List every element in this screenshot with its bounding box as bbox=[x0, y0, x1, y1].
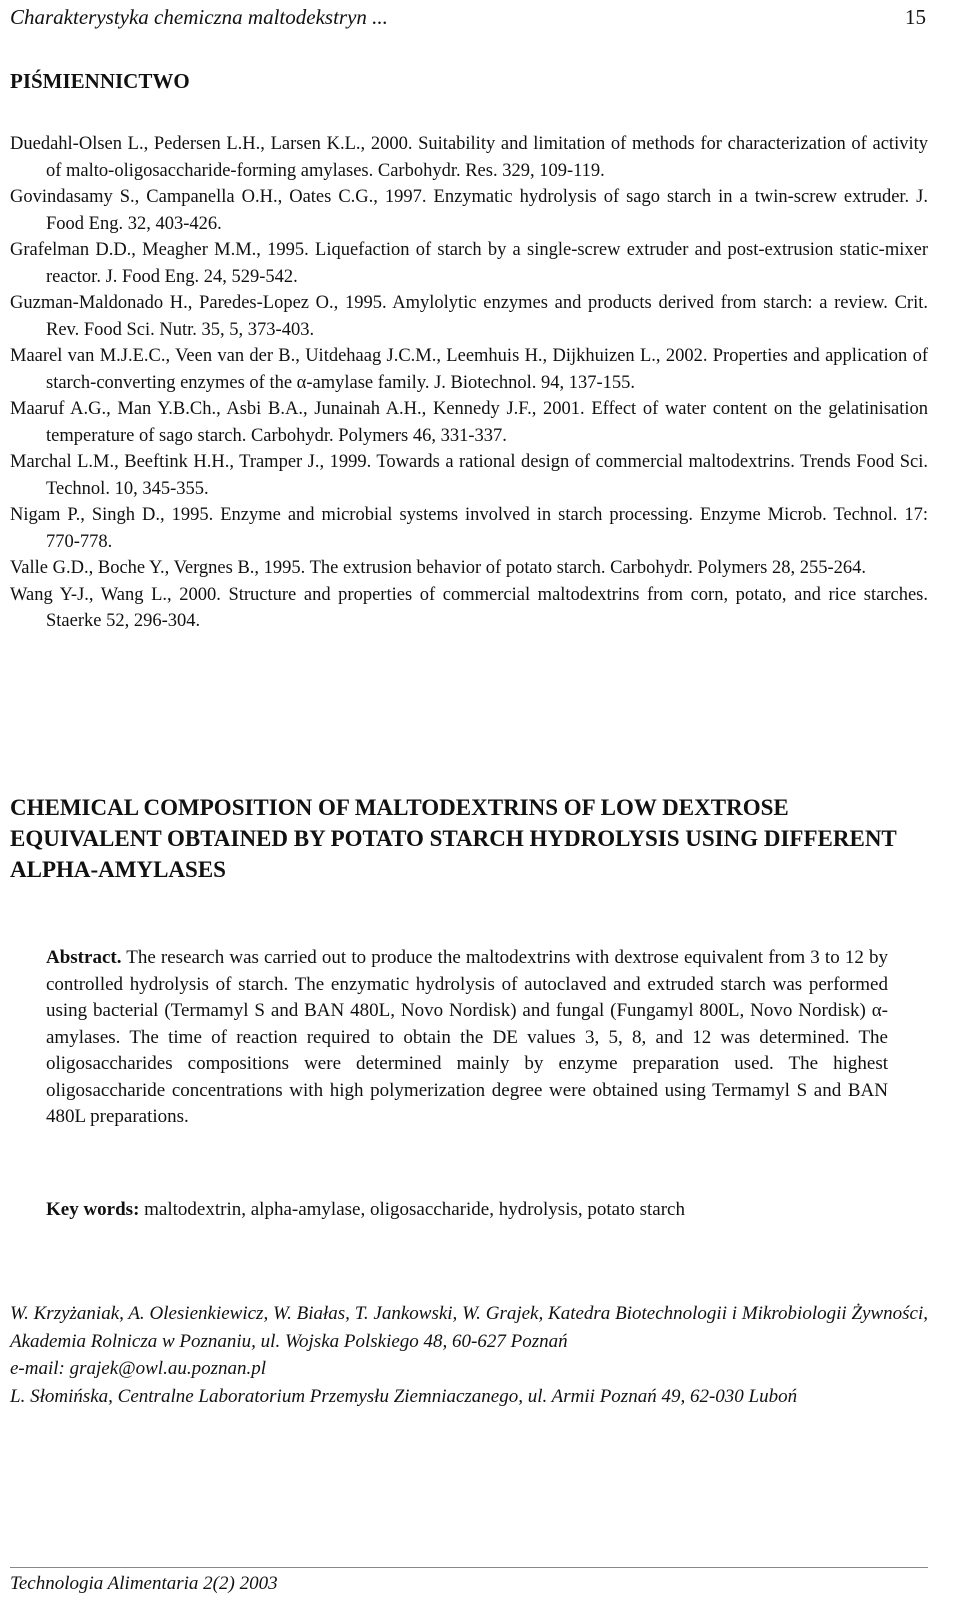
email-link[interactable]: e-mail: grajek@owl.au.poznan.pl bbox=[10, 1358, 267, 1379]
references-list bbox=[10, 131, 928, 635]
running-header bbox=[10, 2, 926, 32]
author-affiliations bbox=[10, 1300, 928, 1410]
reference-item: Govindasamy S., Campanella O.H., Oates C.G., 1997. Enzymatic hydrolysis of sago starch in a twin-screw extruder. J. Food Eng. 32, 403-426. bbox=[10, 187, 928, 234]
reference-item: Maaruf A.G., Man Y.B.Ch., Asbi B.A., Junainah A.H., Kennedy J.F., 2001. Effect of water content on the gelatinisation temperature of sago starch. Carbohydr. Polymers 46, 331-337. bbox=[10, 399, 928, 446]
footer-divider bbox=[10, 1567, 928, 1568]
reference-item: Duedahl-Olsen L., Pedersen L.H., Larsen K.L., 2000. Suitability and limitation of methods for characterization of activity of malto-oligosaccharide-forming amylases. Carbohydr. Res. 329, 109-119. bbox=[10, 134, 928, 181]
affiliation-text: W. Krzyżaniak, A. Olesienkiewicz, W. Białas, T. Jankowski, W. Grajek, Katedra Biotechnologii i Mikrobiologii Żywności, Akademia Rolnicza w Poznaniu, ul. Wojska Polskiego 48, 60-627 Poznań bbox=[10, 1303, 928, 1352]
page-number: 15 bbox=[905, 5, 926, 29]
keywords-text: maltodextrin, alpha-amylase, oligosaccharide, hydrolysis, potato starch bbox=[139, 1199, 685, 1220]
abstract-label: Abstract. bbox=[46, 947, 122, 968]
keywords bbox=[46, 1196, 906, 1224]
reference-item: Maarel van M.J.E.C., Veen van der B., Uitdehaag J.C.M., Leemhuis H., Dijkhuizen L., 2002. Properties and application of starch-converting enzymes of the α-amylase family. J. Biotechnol. 94, 137-155. bbox=[10, 346, 928, 393]
reference-item: Wang Y-J., Wang L., 2000. Structure and properties of commercial maltodextrins from corn, potato, and rice starches. Staerke 52, 296-304. bbox=[10, 584, 928, 631]
running-title: Charakterystyka chemiczna maltodekstryn ... bbox=[10, 5, 388, 29]
abstract bbox=[46, 945, 888, 1131]
reference-item: Valle G.D., Boche Y., Vergnes B., 1995. The extrusion behavior of potato starch. Carbohydr. Polymers 28, 255-264. bbox=[10, 558, 867, 578]
keywords-label: Key words: bbox=[46, 1199, 140, 1220]
reference-item: Marchal L.M., Beeftink H.H., Tramper J., 1999. Towards a rational design of commercial maltodextrins. Trends Food Sci. Technol. 10, 345-355. bbox=[10, 452, 928, 499]
reference-item: Grafelman D.D., Meagher M.M., 1995. Liquefaction of starch by a single-screw extruder and post-extrusion static-mixer reactor. J. Food Eng. 24, 529-542. bbox=[10, 240, 928, 287]
journal-footer: Technologia Alimentaria 2(2) 2003 bbox=[10, 1573, 278, 1594]
affiliation-text: L. Słomińska, Centralne Laboratorium Przemysłu Ziemniaczanego, ul. Armii Poznań 49, 62-030 Luboń bbox=[10, 1385, 798, 1407]
paper-title: CHEMICAL COMPOSITION OF MALTODEXTRINS OF LOW DEXTROSE EQUIVALENT OBTAINED BY POTATO STARCH HYDROLYSIS USING DIFFERENT ALPHA-AMYLASES bbox=[10, 795, 897, 882]
reference-item: Guzman-Maldonado H., Paredes-Lopez O., 1995. Amylolytic enzymes and products derived from starch: a review. Crit. Rev. Food Sci. Nutr. 35, 5, 373-403. bbox=[10, 293, 928, 340]
reference-item: Nigam P., Singh D., 1995. Enzyme and microbial systems involved in starch processing. Enzyme Microb. Technol. 17: 770-778. bbox=[10, 505, 928, 552]
references-heading: PIŚMIENNICTWO bbox=[10, 69, 190, 93]
abstract-text: The research was carried out to produce the maltodextrins with dextrose equivalent from 3 to 12 by controlled hydrolysis of starch. The enzymatic hydrolysis of autoclaved and extruded starch was performed using bacterial (Termamyl S and BAN 480L, Novo Nordisk) and fungal (Fungamyl 800L, Novo Nordisk) α-amylases. The time of reaction required to obtain the DE values 3, 5, 8, and 12 was determined. The oligosaccharides compositions were determined mainly by enzyme preparation used. The highest oligosaccharide concentrations with high polymerization degree were obtained using Termamyl S and BAN 480L preparations. bbox=[46, 947, 888, 1127]
